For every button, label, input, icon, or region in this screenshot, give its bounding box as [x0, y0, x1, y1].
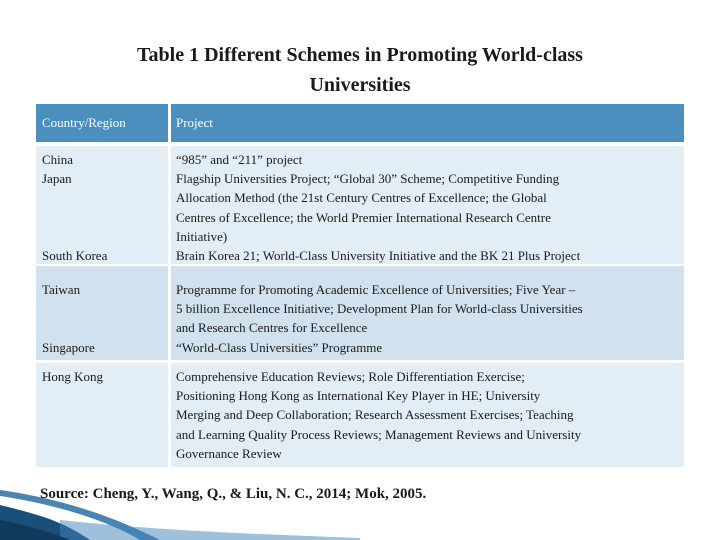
- column-divider: [168, 104, 171, 482]
- table-row-south-korea: [36, 246, 684, 265]
- table-row-hong-kong: [36, 367, 684, 463]
- project-japan-line-4: Initiative): [176, 228, 228, 244]
- country-taiwan: Taiwan: [42, 282, 81, 297]
- project-japan-line-3: Centres of Excellence; the World Premier International Research Centre: [176, 209, 551, 225]
- project-taiwan: [170, 280, 684, 338]
- project-japan-line-1: Flagship Universities Project; “Global 30” Scheme; Competitive Funding: [176, 171, 560, 187]
- project-south-korea: Brain Korea 21; World-Class University Initiative and the BK 21 Plus Project: [176, 248, 581, 264]
- project-hk-line-4: and Learning Quality Process Reviews; Management Reviews and University: [176, 426, 582, 442]
- project-taiwan-line-2: 5 billion Excellence Initiative; Development Plan for World-class Universities: [176, 301, 583, 317]
- table-block-1: [36, 146, 684, 264]
- project-hong-kong: [170, 367, 684, 463]
- table-row-japan: [36, 169, 684, 246]
- table-block-3: [36, 363, 684, 467]
- country-china: China: [42, 152, 74, 167]
- header-country: Country/Region: [42, 115, 126, 130]
- project-hk-line-2: Positioning Hong Kong as International Key Player in HE; University: [176, 388, 541, 404]
- project-taiwan-line-1: Programme for Promoting Academic Excellence of Universities; Five Year –: [176, 282, 576, 297]
- project-japan: [170, 169, 684, 246]
- header-project: Project: [176, 115, 213, 130]
- table-row-singapore: [36, 338, 684, 357]
- schemes-table: [36, 104, 684, 467]
- project-taiwan-line-3: and Research Centres for Excellence: [176, 320, 368, 336]
- project-hk-line-1: Comprehensive Education Reviews; Role Differentiation Exercise;: [176, 369, 525, 384]
- table-header-row: [36, 104, 684, 142]
- country-hong-kong: Hong Kong: [42, 369, 104, 384]
- slide-title: [60, 40, 660, 100]
- country-south-korea: South Korea: [42, 248, 108, 264]
- source-citation: Source: Cheng, Y., Wang, Q., & Liu, N. C., 2014; Mok, 2005.: [40, 486, 427, 502]
- country-japan: Japan: [42, 171, 72, 187]
- project-hk-line-5: Governance Review: [176, 445, 282, 461]
- project-singapore: “World-Class Universities” Programme: [176, 339, 383, 355]
- country-singapore: Singapore: [42, 339, 95, 355]
- table-row-china: [36, 150, 684, 169]
- title-line-1: Table 1 Different Schemes in Promoting World-class: [137, 44, 583, 66]
- table-row-taiwan: [36, 280, 684, 338]
- title-line-2: Universities: [309, 74, 411, 96]
- project-china: “985” and “211” project: [176, 152, 303, 167]
- project-hk-line-3: Merging and Deep Collaboration; Research Assessment Exercises; Teaching: [176, 407, 574, 423]
- project-japan-line-2: Allocation Method (the 21st Century Centres of Excellence; the Global: [176, 190, 547, 206]
- table-block-2: [36, 266, 684, 360]
